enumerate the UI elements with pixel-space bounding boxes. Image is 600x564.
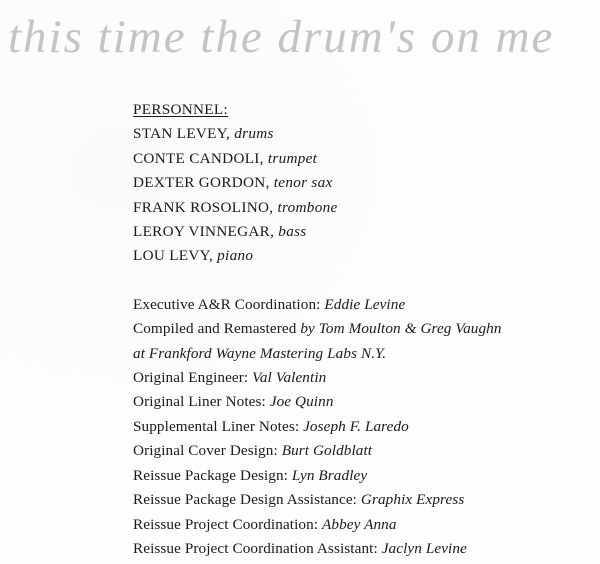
credit-liner-notes — [133, 390, 593, 414]
credit-value: Jaclyn Levine — [381, 539, 467, 557]
credit-label: Reissue Project Coordination: — [133, 515, 319, 533]
member-role: trumpet — [267, 149, 318, 167]
member-role: tenor sax — [273, 174, 333, 192]
personnel-member — [133, 196, 593, 220]
credit-label: Executive A&R Coordination: — [133, 295, 321, 313]
personnel-member — [133, 122, 593, 146]
credit-compiled — [133, 317, 593, 341]
personnel-member — [133, 171, 593, 195]
credit-label: Compiled and Remastered — [133, 320, 297, 338]
credit-value: Eddie Levine — [324, 295, 406, 313]
personnel-member — [133, 147, 593, 171]
credit-label: Reissue Package Design Assistance: — [133, 491, 357, 509]
credit-package-design-assistance — [133, 488, 593, 512]
member-role: piano — [217, 247, 254, 265]
member-name: LOU LEVY, — [133, 247, 214, 265]
credit-label: Reissue Project Coordination Assistant: — [133, 539, 378, 557]
member-role: trombone — [277, 198, 338, 216]
credit-value: Graphix Express — [360, 491, 465, 509]
credit-label: Reissue Package Design: — [133, 466, 288, 484]
member-name: LEROY VINNEGAR, — [133, 223, 275, 241]
member-name: CONTE CANDOLI, — [133, 149, 264, 167]
album-title: this time the drum's on me — [8, 11, 555, 63]
credit-value: by Tom Moulton & Greg Vaughn — [300, 320, 502, 338]
member-name: FRANK ROSOLINO, — [133, 198, 274, 216]
credit-value: Joseph F. Laredo — [303, 417, 409, 435]
credit-exec-ar — [133, 293, 593, 317]
credit-value: Abbey Anna — [322, 515, 397, 533]
credit-value: Joe Quinn — [269, 393, 334, 411]
personnel-member — [133, 220, 593, 244]
credit-label: Supplemental Liner Notes: — [133, 417, 300, 435]
section-spacer — [133, 269, 593, 293]
credit-label: Original Cover Design: — [133, 442, 278, 460]
credit-label: Original Engineer: — [133, 369, 249, 387]
credit-label: Original Liner Notes: — [133, 393, 266, 411]
credit-value: Lyn Bradley — [291, 466, 368, 484]
personnel-heading: PERSONNEL: — [133, 101, 228, 118]
member-role: drums — [234, 125, 274, 143]
credit-supplemental-liner-notes — [133, 415, 593, 439]
credit-project-coordination — [133, 513, 593, 537]
member-role: bass — [278, 223, 307, 241]
credit-engineer — [133, 366, 593, 390]
credits-block — [133, 98, 593, 561]
credit-compiled-location: at Frankford Wayne Mastering Labs N.Y. — [133, 344, 387, 362]
credit-cover-design — [133, 439, 593, 463]
credit-value: Burt Goldblatt — [281, 442, 373, 460]
personnel-member — [133, 244, 593, 268]
credit-value: Val Valentin — [252, 369, 327, 387]
credit-package-design — [133, 464, 593, 488]
member-name: DEXTER GORDON, — [133, 174, 270, 192]
credit-project-coordination-assistant — [133, 537, 593, 561]
member-name: STAN LEVEY, — [133, 125, 231, 143]
